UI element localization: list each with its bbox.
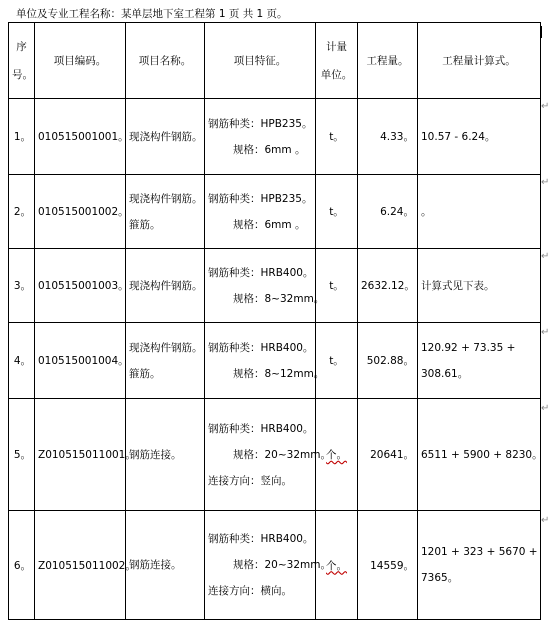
feature-line: 钢筋种类：HPB235。	[208, 117, 313, 130]
paragraph-return-mark: ↵	[541, 403, 550, 414]
cell-feature	[205, 175, 316, 249]
name-line: 箍筋。	[129, 367, 161, 380]
feature-line: 钢筋种类：HRB400。	[208, 341, 314, 354]
cell-code: 010515001003。	[35, 249, 126, 323]
formula-line: 120.92 + 73.35 +	[421, 341, 516, 354]
formula-line: 6511 + 5900 + 8230。	[421, 448, 543, 461]
table-row	[9, 249, 541, 323]
cell-name	[126, 175, 205, 249]
header-code: 项目编码。	[35, 23, 126, 99]
paragraph-return-mark: ↵	[541, 515, 550, 526]
feature-line: 连接方向：竖向。	[208, 474, 292, 487]
cell-code: 010515001001。	[35, 99, 126, 175]
cell-name	[126, 511, 205, 620]
cell-quantity: 502.88。	[358, 323, 418, 399]
header-quantity: 工程量。	[358, 23, 418, 99]
feature-line: 连接方向：横向。	[208, 585, 292, 597]
header-formula: 工程量计算式。	[418, 23, 541, 99]
cell-seq: 2。	[9, 175, 35, 249]
unit-text: t。	[329, 280, 344, 292]
paragraph-return-mark: ↵	[541, 101, 550, 112]
header-feature: 项目特征。	[205, 23, 316, 99]
cell-seq: 1。	[9, 99, 35, 175]
cell-unit	[316, 175, 358, 249]
cell-quantity: 2632.12。	[358, 249, 418, 323]
cell-code: Z010515011002。	[35, 511, 126, 620]
cell-feature	[205, 323, 325, 399]
cell-formula	[418, 399, 541, 511]
name-line: 箍筋。	[129, 218, 161, 231]
cell-seq: 6。	[9, 511, 35, 620]
paragraph-return-mark: ↵	[541, 177, 550, 188]
name-line: 现浇构件钢筋。	[129, 279, 203, 292]
table-row	[9, 99, 541, 175]
cell-feature	[205, 511, 331, 620]
text-cursor	[541, 26, 542, 38]
cell-formula	[418, 175, 541, 249]
cell-formula	[418, 323, 541, 399]
feature-line: 规格：8~12mm。	[233, 367, 325, 380]
feature-line: 规格：20~32mm。	[233, 559, 331, 571]
cell-feature	[205, 399, 331, 511]
bill-of-quantities-table	[8, 22, 541, 620]
cell-name	[126, 249, 205, 323]
header-row	[9, 23, 541, 99]
cell-name	[126, 399, 205, 511]
cell-quantity: 4.33。	[358, 99, 418, 175]
feature-line: 钢筋种类：HPB235。	[208, 192, 313, 205]
unit-text: t。	[329, 355, 344, 367]
unit-text: t。	[329, 206, 344, 218]
formula-line: 计算式见下表。	[421, 279, 495, 292]
cell-code: 010515001002。	[35, 175, 126, 249]
feature-line: 规格：6mm 。	[233, 218, 306, 231]
cell-feature	[205, 99, 316, 175]
unit-text: 个。	[326, 559, 347, 572]
table-row	[9, 175, 541, 249]
name-line: 现浇构件钢筋。	[129, 192, 203, 205]
cell-quantity: 14559。	[358, 511, 418, 620]
header-name: 项目名称。	[126, 23, 205, 99]
cell-seq: 5。	[9, 399, 35, 511]
feature-line: 钢筋种类：HRB400。	[208, 533, 314, 545]
cell-formula	[418, 99, 541, 175]
cell-name	[126, 99, 205, 175]
cell-seq: 3。	[9, 249, 35, 323]
table-caption: 单位及专业工程名称：某单层地下室工程第 1 页 共 1 页。	[16, 8, 288, 20]
formula-line: 308.61。	[421, 367, 469, 380]
cell-seq: 4。	[9, 323, 35, 399]
name-line: 钢筋连接。	[129, 448, 182, 461]
cell-formula	[418, 511, 541, 620]
name-line: 现浇构件钢筋。	[129, 130, 203, 143]
cell-code: Z010515011001。	[35, 399, 126, 511]
formula-line: 7365。	[421, 572, 459, 584]
formula-line: 。	[421, 205, 432, 218]
cell-name	[126, 323, 205, 399]
name-line: 钢筋连接。	[129, 559, 182, 571]
cell-quantity: 20641。	[358, 399, 418, 511]
paragraph-return-mark: ↵	[541, 327, 550, 338]
feature-line: 规格：6mm 。	[233, 143, 306, 156]
header-seq: 序 号。	[9, 23, 35, 99]
unit-text: t。	[329, 131, 344, 143]
cell-feature	[205, 249, 325, 323]
header-unit: 计量 单位。	[316, 23, 358, 99]
formula-line: 1201 + 323 + 5670 +	[421, 546, 538, 558]
feature-line: 规格：8~32mm。	[233, 292, 325, 305]
paragraph-return-mark: ↵	[541, 251, 550, 262]
table-row	[9, 511, 541, 620]
feature-line: 钢筋种类：HRB400。	[208, 422, 314, 435]
feature-line: 规格：20~32mm。	[233, 448, 331, 461]
table-row	[9, 399, 541, 511]
name-line: 现浇构件钢筋。	[129, 341, 203, 354]
cell-unit	[316, 99, 358, 175]
cell-quantity: 6.24。	[358, 175, 418, 249]
cell-code: 010515001004。	[35, 323, 126, 399]
table-row	[9, 323, 541, 399]
feature-line: 钢筋种类：HRB400。	[208, 266, 314, 279]
cell-formula	[418, 249, 541, 323]
unit-text: 个。	[326, 449, 347, 461]
formula-line: 10.57 - 6.24。	[421, 130, 496, 143]
